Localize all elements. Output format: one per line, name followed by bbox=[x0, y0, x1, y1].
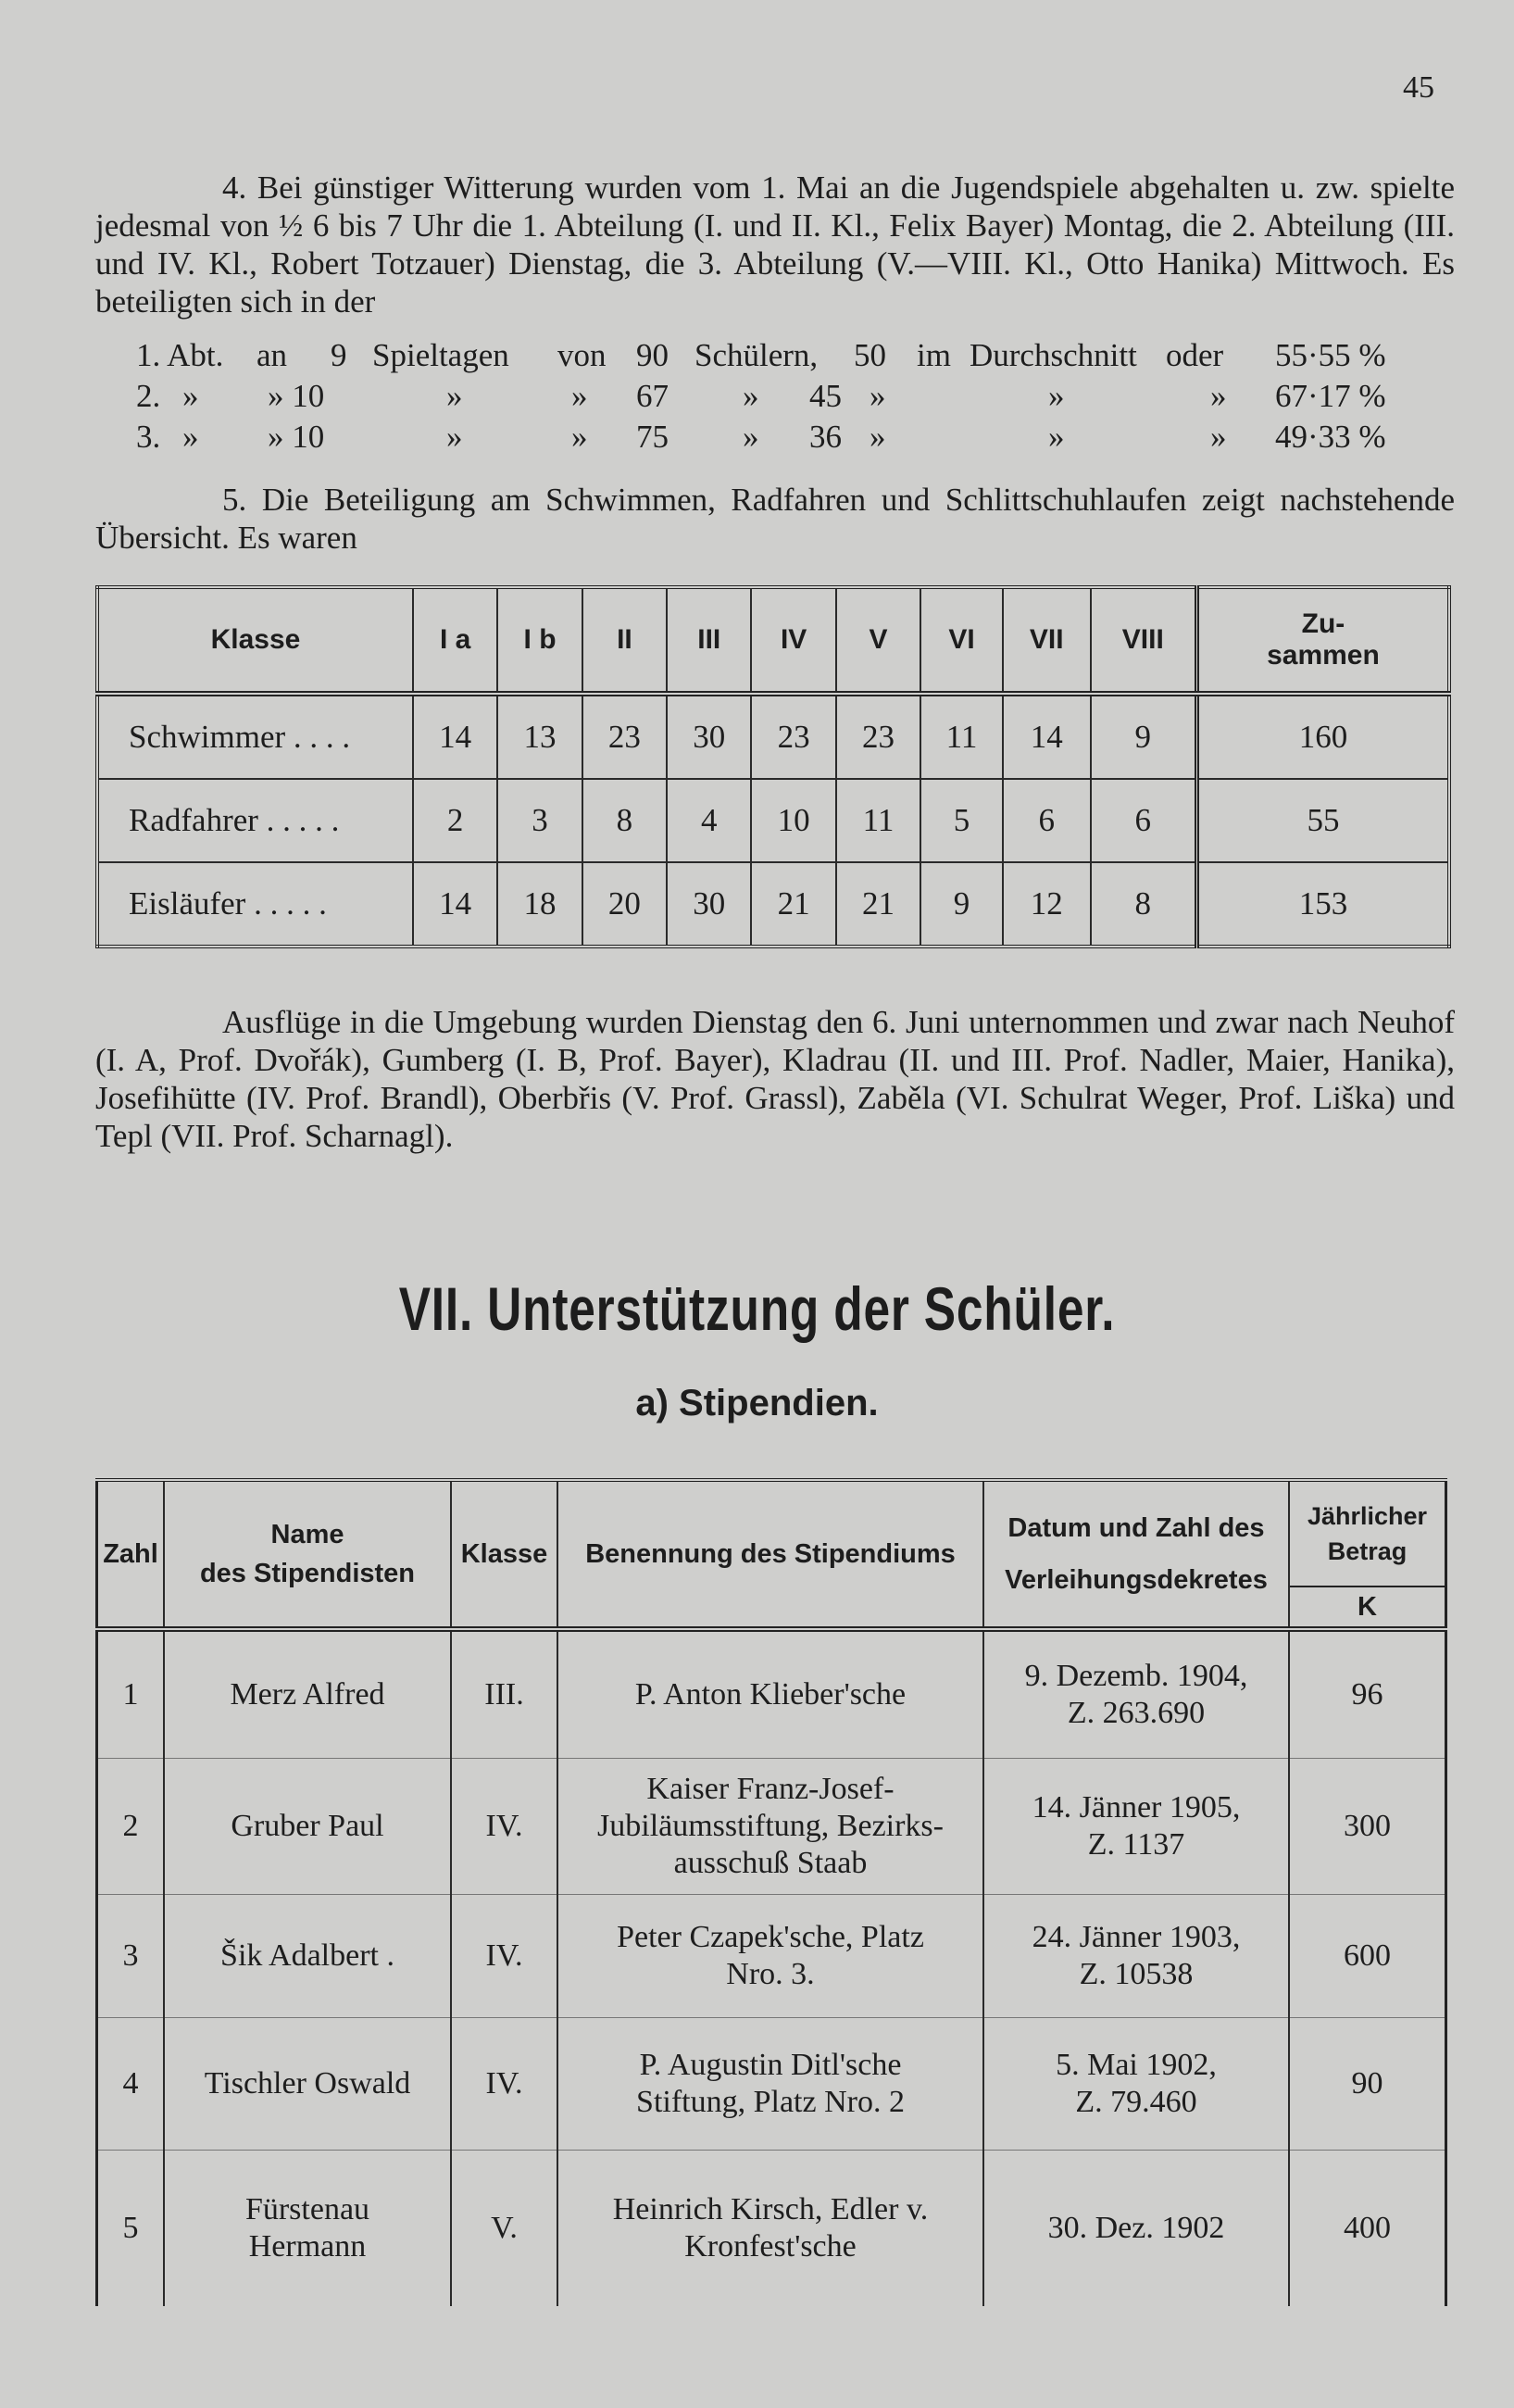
stats-label3: im bbox=[917, 337, 951, 373]
total-cell: 160 bbox=[1196, 694, 1449, 779]
cell-name: Fürstenau Hermann bbox=[164, 2151, 451, 2307]
stats-schueler: 75 bbox=[636, 419, 669, 455]
subheading: a) Stipendien. bbox=[635, 1383, 879, 1423]
sport-participation-table bbox=[95, 585, 1451, 948]
cell-benennung: Peter Czapek'sche, Platz Nro. 3. bbox=[557, 1895, 983, 2018]
stats-von: » bbox=[571, 419, 588, 455]
stats-label: » bbox=[446, 378, 463, 414]
cell-name: Merz Alfred bbox=[164, 1629, 451, 1759]
table-row bbox=[97, 1895, 1446, 2018]
cell-zahl: 1 bbox=[97, 1629, 165, 1759]
table-cell: 9 bbox=[920, 862, 1003, 947]
table-header-row bbox=[97, 1480, 1446, 1629]
table-cell: 13 bbox=[497, 694, 582, 779]
column-header-name: Name des Stipendisten bbox=[164, 1480, 451, 1629]
stats-tage: » 10 bbox=[268, 419, 325, 455]
column-header-klasse: Klasse bbox=[451, 1480, 557, 1629]
column-header: II bbox=[582, 587, 667, 694]
stats-abt: 3. bbox=[136, 419, 161, 455]
stats-pct: 49·33 % bbox=[1275, 419, 1386, 455]
stats-label2: » bbox=[743, 419, 759, 455]
cell-betrag: 400 bbox=[1289, 2151, 1446, 2307]
table-cell: 14 bbox=[413, 862, 497, 947]
column-header-total: Zu- sammen bbox=[1196, 587, 1449, 694]
stats-von: » bbox=[571, 378, 588, 414]
column-header: III bbox=[667, 587, 751, 694]
stats-oder: » bbox=[1210, 378, 1227, 414]
table-cell: 23 bbox=[751, 694, 835, 779]
cell-benennung: Heinrich Kirsch, Edler v. Kronfest'sche bbox=[557, 2151, 983, 2307]
stats-oder: » bbox=[1210, 419, 1227, 455]
stats-row bbox=[136, 337, 1460, 378]
stats-label3: » bbox=[870, 378, 886, 414]
table-cell: 11 bbox=[920, 694, 1003, 779]
column-header-betrag: Jährlicher Betrag bbox=[1307, 1502, 1428, 1565]
cell-datum: 14. Jänner 1905, Z. 1137 bbox=[983, 1759, 1289, 1895]
table-cell: 14 bbox=[413, 694, 497, 779]
stats-tage: 9 bbox=[331, 337, 347, 373]
row-label: Schwimmer . . . . bbox=[97, 694, 413, 779]
table-cell: 6 bbox=[1003, 779, 1091, 862]
table-header-row bbox=[97, 587, 1449, 694]
stats-avg: 36 bbox=[809, 419, 842, 455]
table-cell: 18 bbox=[497, 862, 582, 947]
stats-abt: 2. bbox=[136, 378, 161, 414]
table-cell: 21 bbox=[751, 862, 835, 947]
cell-betrag: 300 bbox=[1289, 1759, 1446, 1895]
table-cell: 2 bbox=[413, 779, 497, 862]
table-cell: 6 bbox=[1091, 779, 1197, 862]
row-label: Radfahrer . . . . . bbox=[97, 779, 413, 862]
paragraph-ausfluege: Ausflüge in die Umgebung wurden Dienstag den 6. Juni unternommen und zwar nach Neuhof (I. A, Prof. Dvořák), Gumberg (I. B, Prof. Bayer), Kladrau (II. und III. Prof. Nadler, Maier, Hanika), Josefihütte (IV. Prof. Brandl), Oberbřis (V. Prof. Grassl), Zaběla (VI. Schulrat Weger, Prof. Liška) und Tepl (VII. Prof. Scharnagl). bbox=[95, 1004, 1455, 1154]
table-cell: 8 bbox=[1091, 862, 1197, 947]
stats-oder: oder bbox=[1166, 337, 1224, 373]
column-header: IV bbox=[751, 587, 835, 694]
cell-zahl: 4 bbox=[97, 2018, 165, 2151]
column-header-benennung: Benennung des Stipendiums bbox=[557, 1480, 983, 1629]
table-cell: 11 bbox=[836, 779, 920, 862]
column-header: VIII bbox=[1091, 587, 1197, 694]
stats-avg: 45 bbox=[809, 378, 842, 414]
table-cell: 4 bbox=[667, 779, 751, 862]
table-cell: 21 bbox=[836, 862, 920, 947]
table-row bbox=[97, 1629, 1446, 1759]
cell-benennung: Kaiser Franz-Josef- Jubiläumsstiftung, Bezirks- ausschuß Staab bbox=[557, 1759, 983, 1895]
paragraph-jugendspiele: 4. Bei günstiger Witterung wurden vom 1. Mai an die Jugendspiele abgehalten u. zw. spielte jedesmal von ½ 6 bis 7 Uhr die 1. Abteilung (I. und II. Kl., Felix Bayer) Montag, die 2. Abteilung (III. und IV. Kl., Robert Totzauer) Dienstag, die 3. Abteilung (V.—VIII. Kl., Otto Hanika) Mittwoch. Es beteiligten sich in der bbox=[95, 169, 1455, 320]
stats-label3: » bbox=[870, 419, 886, 455]
table-cell: 12 bbox=[1003, 862, 1091, 947]
stats-pct: 67·17 % bbox=[1275, 378, 1386, 414]
table-cell: 30 bbox=[667, 862, 751, 947]
cell-zahl: 3 bbox=[97, 1895, 165, 2018]
column-header: VII bbox=[1003, 587, 1091, 694]
stats-row bbox=[136, 419, 1460, 459]
column-header: I b bbox=[497, 587, 582, 694]
stats-tage: » 10 bbox=[268, 378, 325, 414]
stipend-table bbox=[95, 1478, 1447, 2306]
cell-klasse: V. bbox=[451, 2151, 557, 2307]
stats-label4: » bbox=[1048, 419, 1065, 455]
cell-klasse: IV. bbox=[451, 1759, 557, 1895]
stats-label2: » bbox=[743, 378, 759, 414]
stats-label2: Schülern, bbox=[694, 337, 819, 373]
table-row bbox=[97, 1759, 1446, 1895]
cell-zahl: 5 bbox=[97, 2151, 165, 2307]
total-cell: 55 bbox=[1196, 779, 1449, 862]
stats-avg: 50 bbox=[854, 337, 886, 373]
cell-benennung: P. Augustin Ditl'sche Stiftung, Platz Nro. 2 bbox=[557, 2018, 983, 2151]
table-cell: 23 bbox=[836, 694, 920, 779]
column-header: V bbox=[836, 587, 920, 694]
cell-name: Tischler Oswald bbox=[164, 2018, 451, 2151]
stats-pct: 55·55 % bbox=[1275, 337, 1386, 373]
cell-klasse: IV. bbox=[451, 2018, 557, 2151]
column-header-zahl: Zahl bbox=[97, 1480, 165, 1629]
cell-datum: 5. Mai 1902, Z. 79.460 bbox=[983, 2018, 1289, 2151]
participation-stats bbox=[136, 337, 1460, 459]
section-heading: VII. Unterstützung der Schüler. bbox=[398, 1274, 1116, 1343]
cell-datum: 24. Jänner 1903, Z. 10538 bbox=[983, 1895, 1289, 2018]
cell-klasse: IV. bbox=[451, 1895, 557, 2018]
stats-label4: » bbox=[1048, 378, 1065, 414]
column-header: Klasse bbox=[97, 587, 413, 694]
cell-betrag: 600 bbox=[1289, 1895, 1446, 2018]
stats-an: » bbox=[182, 419, 199, 455]
column-header: I a bbox=[413, 587, 497, 694]
table-cell: 20 bbox=[582, 862, 667, 947]
table-row bbox=[97, 2018, 1446, 2151]
column-header-datum: Datum und Zahl des Verleihungsdekretes bbox=[983, 1480, 1289, 1629]
cell-klasse: III. bbox=[451, 1629, 557, 1759]
total-cell: 153 bbox=[1196, 862, 1449, 947]
table-cell: 30 bbox=[667, 694, 751, 779]
table-row bbox=[97, 2151, 1446, 2307]
table-cell: 3 bbox=[497, 779, 582, 862]
table-cell: 10 bbox=[751, 779, 835, 862]
table-cell: 8 bbox=[582, 779, 667, 862]
table-cell: 9 bbox=[1091, 694, 1197, 779]
table-cell: 23 bbox=[582, 694, 667, 779]
currency-unit: K bbox=[1290, 1586, 1445, 1626]
cell-benennung: P. Anton Klieber'sche bbox=[557, 1629, 983, 1759]
stats-label: » bbox=[446, 419, 463, 455]
stats-abt: 1. Abt. bbox=[136, 337, 224, 373]
paragraph-beteiligung: 5. Die Beteiligung am Schwimmen, Radfahren und Schlittschuhlaufen zeigt nachstehende Übersicht. Es waren bbox=[95, 482, 1455, 556]
page-number: 45 bbox=[1403, 70, 1434, 105]
stats-an: an bbox=[257, 337, 288, 373]
stats-row bbox=[136, 378, 1460, 419]
stats-label4: Durchschnitt bbox=[970, 337, 1137, 373]
stats-label: Spieltagen bbox=[372, 337, 509, 373]
stats-schueler: 67 bbox=[636, 378, 669, 414]
cell-zahl: 2 bbox=[97, 1759, 165, 1895]
table-row bbox=[97, 779, 1449, 862]
table-cell: 5 bbox=[920, 779, 1003, 862]
cell-betrag: 90 bbox=[1289, 2018, 1446, 2151]
cell-name: Gruber Paul bbox=[164, 1759, 451, 1895]
row-label: Eisläufer . . . . . bbox=[97, 862, 413, 947]
table-row bbox=[97, 862, 1449, 947]
column-header: VI bbox=[920, 587, 1003, 694]
cell-name: Šik Adalbert . bbox=[164, 1895, 451, 2018]
cell-datum: 30. Dez. 1902 bbox=[983, 2151, 1289, 2307]
stats-schueler: 90 bbox=[636, 337, 669, 373]
table-cell: 14 bbox=[1003, 694, 1091, 779]
cell-datum: 9. Dezemb. 1904, Z. 263.690 bbox=[983, 1629, 1289, 1759]
cell-betrag: 96 bbox=[1289, 1629, 1446, 1759]
stats-an: » bbox=[182, 378, 199, 414]
stats-von: von bbox=[557, 337, 607, 373]
table-row bbox=[97, 694, 1449, 779]
